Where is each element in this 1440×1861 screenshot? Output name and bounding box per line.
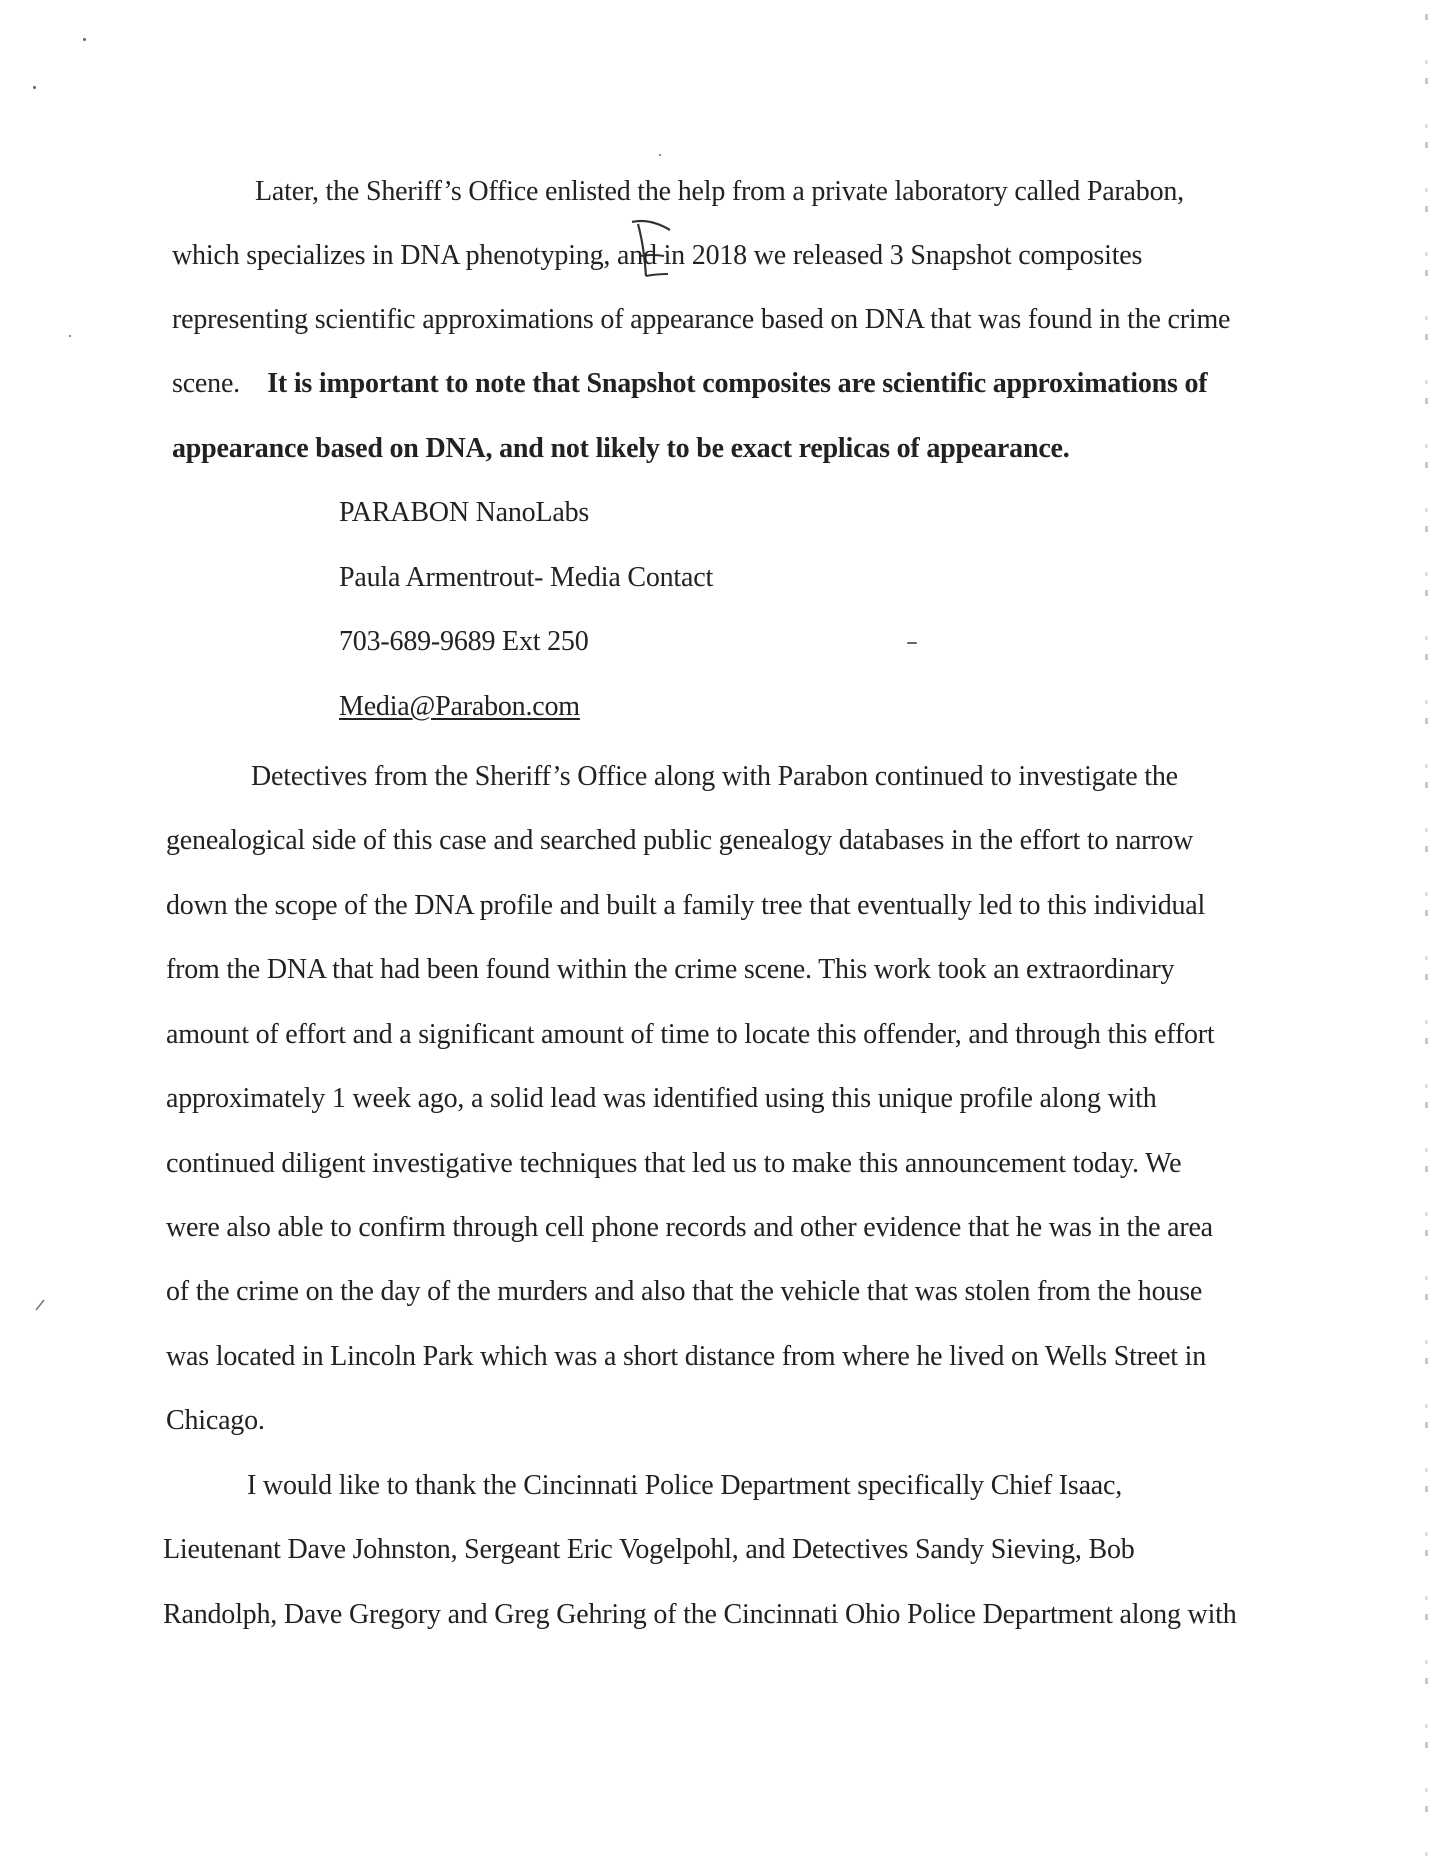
paragraph-line: of the crime on the day of the murders and also that the vehicle that was stolen from the house (166, 1276, 1203, 1307)
contact-email-link[interactable]: Media@Parabon.com (339, 691, 580, 722)
paragraph-line: Later, the Sheriff’s Office enlisted the help from a private laboratory called Parabon, (255, 176, 1184, 207)
paragraph-line: Randolph, Dave Gregory and Greg Gehring of the Cincinnati Ohio Police Department along with (163, 1599, 1237, 1630)
contact-organization: PARABON NanoLabs (339, 497, 590, 528)
scan-speck (69, 335, 71, 337)
paragraph-line: Detectives from the Sheriff’s Office along with Parabon continued to investigate the (251, 761, 1178, 792)
paragraph-line-mixed (172, 368, 1207, 400)
contact-person: Paula Armentrout- Media Contact (339, 562, 714, 593)
scan-speck (83, 38, 86, 41)
paragraph-line: approximately 1 week ago, a solid lead was identified using this unique profile along with (166, 1083, 1157, 1114)
paragraph-line: which specializes in DNA phenotyping, and in 2018 we released 3 Snapshot composites (172, 240, 1143, 271)
paragraph-line: from the DNA that had been found within the crime scene. This work took an extraordinary (166, 954, 1175, 985)
paragraph-line: continued diligent investigative techniques that led us to make this announcement today. We (166, 1148, 1182, 1179)
paragraph-line: genealogical side of this case and searched public genealogy databases in the effort to narrow (166, 825, 1194, 856)
scan-edge-artifact (1425, 0, 1428, 1861)
contact-phone: 703-689-9689 Ext 250 (339, 626, 589, 657)
bold-notice-text: appearance based on DNA, and not likely to be exact replicas of appearance. (172, 433, 1070, 464)
paragraph-line: was located in Lincoln Park which was a short distance from where he lived on Wells Street in (166, 1341, 1207, 1372)
paragraph-line: amount of effort and a significant amount of time to locate this offender, and through this effort (166, 1019, 1215, 1050)
paragraph-line: I would like to thank the Cincinnati Police Department specifically Chief Isaac, (247, 1470, 1123, 1501)
scan-stroke-mark (34, 1298, 46, 1312)
paragraph-line: Lieutenant Dave Johnston, Sergeant Eric Vogelpohl, and Detectives Sandy Sieving, Bob (163, 1534, 1135, 1565)
paragraph-line: Chicago. (166, 1405, 265, 1436)
paragraph-line: were also able to confirm through cell phone records and other evidence that he was in the area (166, 1212, 1213, 1243)
paragraph-text: scene. (172, 368, 240, 399)
paragraph-line: down the scope of the DNA profile and built a family tree that eventually led to this individual (166, 890, 1206, 921)
scan-speck (33, 86, 36, 89)
bold-notice-text: It is important to note that Snapshot composites are scientific approximations of (267, 368, 1208, 399)
paragraph-line: representing scientific approximations of appearance based on DNA that was found in the crime (172, 304, 1231, 335)
scan-speck (659, 154, 661, 156)
scan-speck (907, 642, 917, 644)
